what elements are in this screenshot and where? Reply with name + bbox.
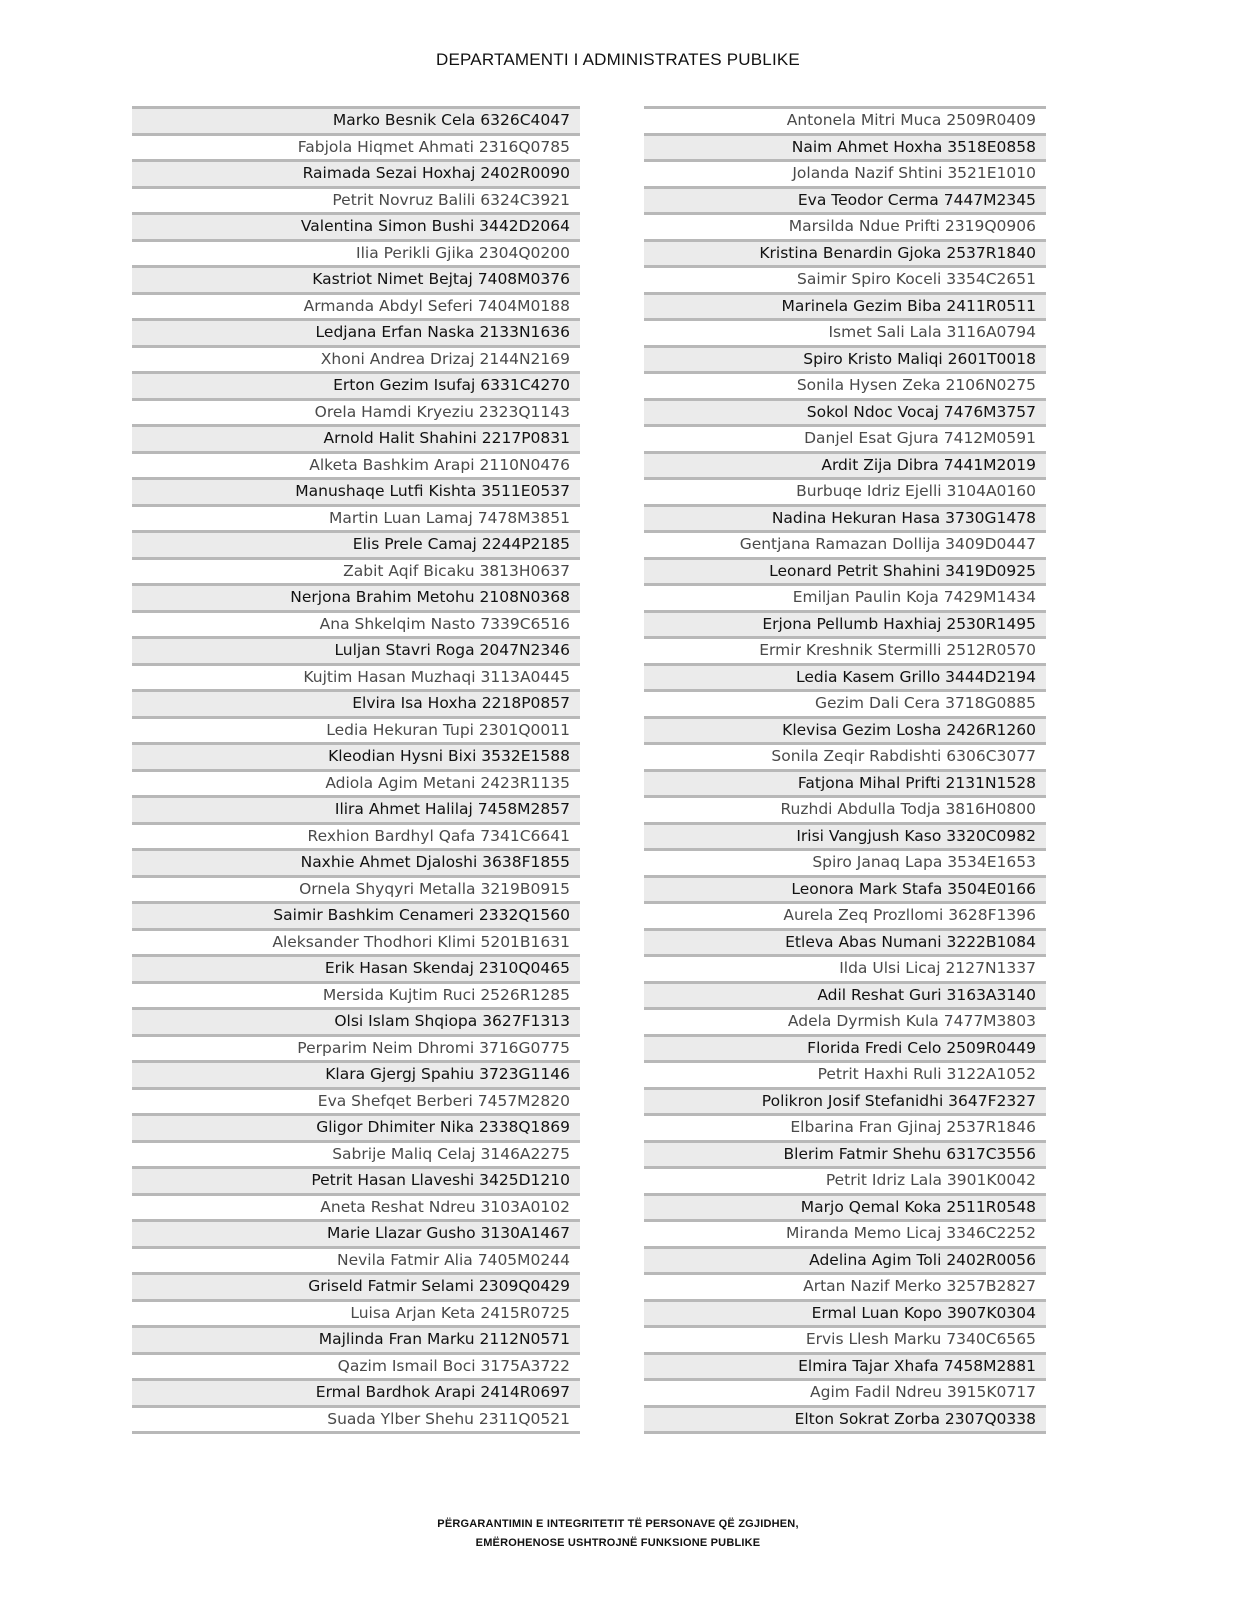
list-item: Elis Prele Camaj 2244P2185 [132,530,580,557]
list-item: Petrit Haxhi Ruli 3122A1052 [644,1060,1046,1087]
footer [0,1515,1236,1553]
left-name-list [132,106,580,1434]
list-item: Irisi Vangjush Kaso 3320C0982 [644,822,1046,849]
list-item: Arnold Halit Shahini 2217P0831 [132,424,580,451]
list-item: Xhoni Andrea Drizaj 2144N2169 [132,345,580,372]
list-item: Raimada Sezai Hoxhaj 2402R0090 [132,159,580,186]
list-item: Sonila Hysen Zeka 2106N0275 [644,371,1046,398]
list-item: Manushaqe Lutfi Kishta 3511E0537 [132,477,580,504]
list-item: Kujtim Hasan Muzhaqi 3113A0445 [132,663,580,690]
list-item: Sonila Zeqir Rabdishti 6306C3077 [644,742,1046,769]
footer-line-1: PËRGARANTIMIN E INTEGRITETIT TË PERSONAVE QË ZGJIDHEN, [437,1518,799,1530]
list-item: Olsi Islam Shqiopa 3627F1313 [132,1007,580,1034]
list-end-rule [644,1431,1046,1434]
list-item: Ermir Kreshnik Stermilli 2512R0570 [644,636,1046,663]
list-item: Nevila Fatmir Alia 7405M0244 [132,1246,580,1273]
list-item: Rexhion Bardhyl Qafa 7341C6641 [132,822,580,849]
list-item: Kristina Benardin Gjoka 2537R1840 [644,239,1046,266]
list-item: Miranda Memo Licaj 3346C2252 [644,1219,1046,1246]
list-item: Eva Shefqet Berberi 7457M2820 [132,1087,580,1114]
list-item: Nerjona Brahim Metohu 2108N0368 [132,583,580,610]
list-item: Agim Fadil Ndreu 3915K0717 [644,1378,1046,1405]
list-item: Sokol Ndoc Vocaj 7476M3757 [644,398,1046,425]
right-name-list [644,106,1046,1434]
list-item: Aneta Reshat Ndreu 3103A0102 [132,1193,580,1220]
list-item: Nadina Hekuran Hasa 3730G1478 [644,504,1046,531]
list-item: Majlinda Fran Marku 2112N0571 [132,1325,580,1352]
list-item: Spiro Kristo Maliqi 2601T0018 [644,345,1046,372]
list-item: Griseld Fatmir Selami 2309Q0429 [132,1272,580,1299]
list-item: Naxhie Ahmet Djaloshi 3638F1855 [132,848,580,875]
list-item: Ledjana Erfan Naska 2133N1636 [132,318,580,345]
list-item: Elbarina Fran Gjinaj 2537R1846 [644,1113,1046,1140]
list-item: Ismet Sali Lala 3116A0794 [644,318,1046,345]
list-item: Florida Fredi Celo 2509R0449 [644,1034,1046,1061]
list-item: Adelina Agim Toli 2402R0056 [644,1246,1046,1273]
list-item: Petrit Idriz Lala 3901K0042 [644,1166,1046,1193]
footer-line-2: EMËROHENOSE USHTROJNË FUNKSIONE PUBLIKE [475,1537,761,1549]
list-item: Blerim Fatmir Shehu 6317C3556 [644,1140,1046,1167]
list-item: Ardit Zija Dibra 7441M2019 [644,451,1046,478]
list-item: Adiola Agim Metani 2423R1135 [132,769,580,796]
list-item: Naim Ahmet Hoxha 3518E0858 [644,133,1046,160]
list-item: Marko Besnik Cela 6326C4047 [132,106,580,133]
list-item: Sabrije Maliq Celaj 3146A2275 [132,1140,580,1167]
list-item: Gezim Dali Cera 3718G0885 [644,689,1046,716]
list-item: Spiro Janaq Lapa 3534E1653 [644,848,1046,875]
list-item: Luljan Stavri Roga 2047N2346 [132,636,580,663]
list-item: Marinela Gezim Biba 2411R0511 [644,292,1046,319]
list-item: Perparim Neim Dhromi 3716G0775 [132,1034,580,1061]
list-end-rule [132,1431,580,1434]
list-item: Ornela Shyqyri Metalla 3219B0915 [132,875,580,902]
list-item: Orela Hamdi Kryeziu 2323Q1143 [132,398,580,425]
list-item: Kleodian Hysni Bixi 3532E1588 [132,742,580,769]
list-item: Erjona Pellumb Haxhiaj 2530R1495 [644,610,1046,637]
list-item: Kastriot Nimet Bejtaj 7408M0376 [132,265,580,292]
list-item: Marjo Qemal Koka 2511R0548 [644,1193,1046,1220]
list-item: Ilira Ahmet Halilaj 7458M2857 [132,795,580,822]
list-item: Leonard Petrit Shahini 3419D0925 [644,557,1046,584]
list-item: Armanda Abdyl Seferi 7404M0188 [132,292,580,319]
list-item: Saimir Bashkim Cenameri 2332Q1560 [132,901,580,928]
list-item: Ervis Llesh Marku 7340C6565 [644,1325,1046,1352]
list-item: Ledia Kasem Grillo 3444D2194 [644,663,1046,690]
list-item: Fabjola Hiqmet Ahmati 2316Q0785 [132,133,580,160]
list-item: Fatjona Mihal Prifti 2131N1528 [644,769,1046,796]
list-item: Zabit Aqif Bicaku 3813H0637 [132,557,580,584]
list-item: Mersida Kujtim Ruci 2526R1285 [132,981,580,1008]
list-item: Elmira Tajar Xhafa 7458M2881 [644,1352,1046,1379]
list-item: Leonora Mark Stafa 3504E0166 [644,875,1046,902]
list-item: Marie Llazar Gusho 3130A1467 [132,1219,580,1246]
list-item: Luisa Arjan Keta 2415R0725 [132,1299,580,1326]
list-item: Erton Gezim Isufaj 6331C4270 [132,371,580,398]
list-item: Ledia Hekuran Tupi 2301Q0011 [132,716,580,743]
list-item: Ermal Bardhok Arapi 2414R0697 [132,1378,580,1405]
list-item: Petrit Hasan Llaveshi 3425D1210 [132,1166,580,1193]
list-item: Qazim Ismail Boci 3175A3722 [132,1352,580,1379]
list-item: Artan Nazif Merko 3257B2827 [644,1272,1046,1299]
list-item: Elvira Isa Hoxha 2218P0857 [132,689,580,716]
list-item: Jolanda Nazif Shtini 3521E1010 [644,159,1046,186]
list-item: Marsilda Ndue Prifti 2319Q0906 [644,212,1046,239]
list-item: Gligor Dhimiter Nika 2338Q1869 [132,1113,580,1140]
list-item: Antonela Mitri Muca 2509R0409 [644,106,1046,133]
list-item: Erik Hasan Skendaj 2310Q0465 [132,954,580,981]
list-item: Alketa Bashkim Arapi 2110N0476 [132,451,580,478]
list-item: Burbuqe Idriz Ejelli 3104A0160 [644,477,1046,504]
list-item: Klara Gjergj Spahiu 3723G1146 [132,1060,580,1087]
list-item: Ana Shkelqim Nasto 7339C6516 [132,610,580,637]
list-item: Petrit Novruz Balili 6324C3921 [132,186,580,213]
list-item: Suada Ylber Shehu 2311Q0521 [132,1405,580,1432]
list-item: Elton Sokrat Zorba 2307Q0338 [644,1405,1046,1432]
list-item: Danjel Esat Gjura 7412M0591 [644,424,1046,451]
list-item: Martin Luan Lamaj 7478M3851 [132,504,580,531]
list-item: Emiljan Paulin Koja 7429M1434 [644,583,1046,610]
list-item: Ermal Luan Kopo 3907K0304 [644,1299,1046,1326]
list-item: Etleva Abas Numani 3222B1084 [644,928,1046,955]
list-item: Aleksander Thodhori Klimi 5201B1631 [132,928,580,955]
list-item: Valentina Simon Bushi 3442D2064 [132,212,580,239]
list-item: Polikron Josif Stefanidhi 3647F2327 [644,1087,1046,1114]
list-item: Ilia Perikli Gjika 2304Q0200 [132,239,580,266]
list-item: Adil Reshat Guri 3163A3140 [644,981,1046,1008]
list-item: Saimir Spiro Koceli 3354C2651 [644,265,1046,292]
list-item: Aurela Zeq Prozllomi 3628F1396 [644,901,1046,928]
list-item: Gentjana Ramazan Dollija 3409D0447 [644,530,1046,557]
list-item: Ilda Ulsi Licaj 2127N1337 [644,954,1046,981]
list-item: Klevisa Gezim Losha 2426R1260 [644,716,1046,743]
list-item: Eva Teodor Cerma 7447M2345 [644,186,1046,213]
list-item: Adela Dyrmish Kula 7477M3803 [644,1007,1046,1034]
list-item: Ruzhdi Abdulla Todja 3816H0800 [644,795,1046,822]
page-title: DEPARTAMENTI I ADMINISTRATES PUBLIKE [436,50,800,69]
